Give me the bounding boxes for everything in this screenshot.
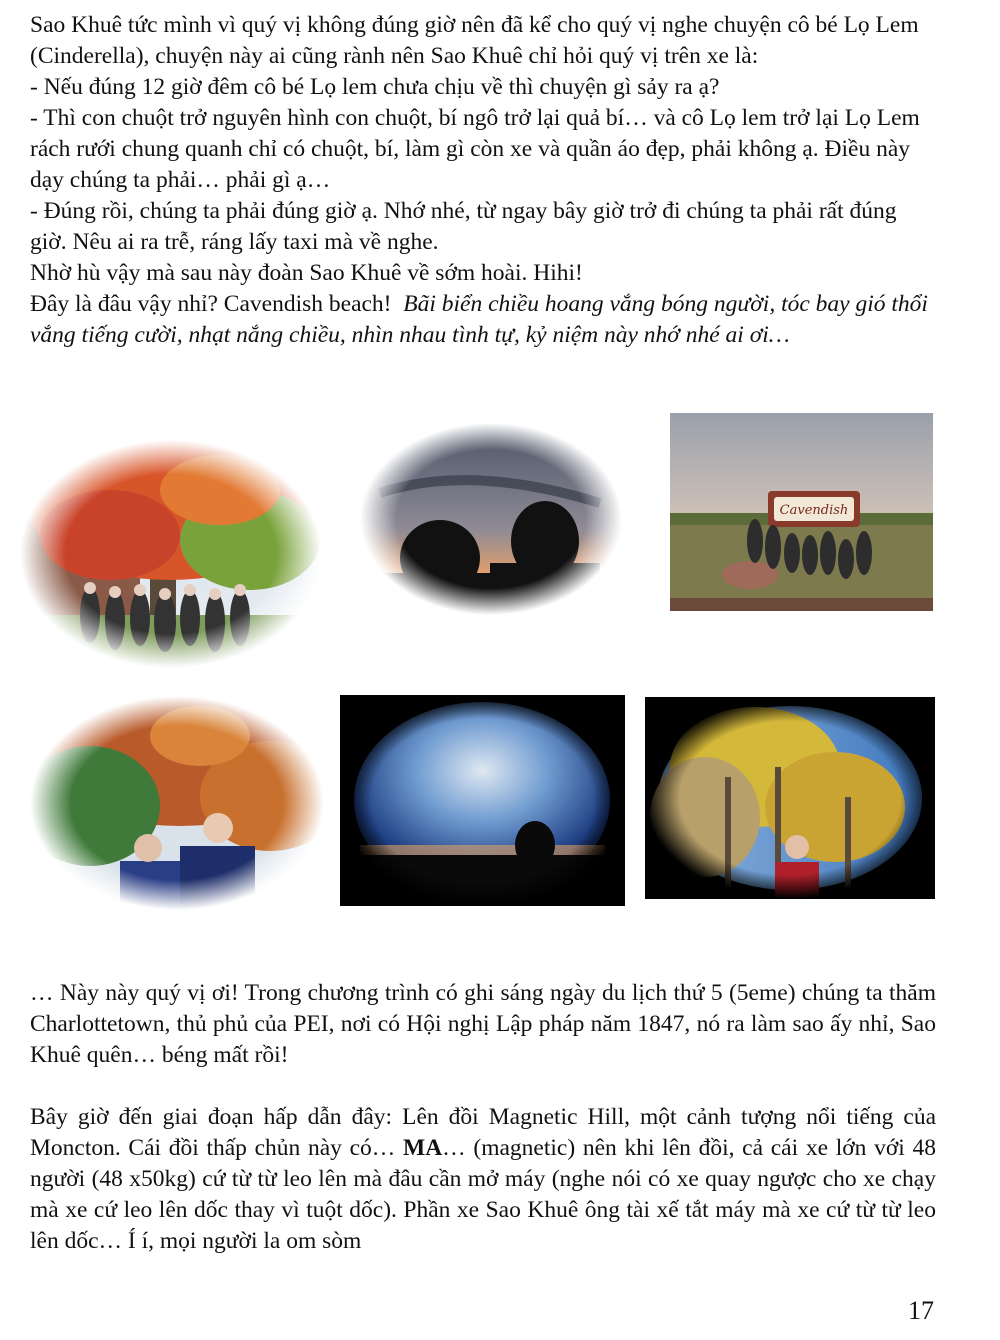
intro-text — [30, 10, 936, 351]
beach-poem-text: Bãi biển chiều hoang vắng bóng người, tóc bay gió thổi vắng tiếng cười, nhạt nắng chiều, nhìn nhau tình tự, kỷ niệm này nhớ nhé ai ơi… — [30, 291, 928, 348]
cavendish-sign-text: Cavendish — [779, 503, 849, 518]
intro-line: - Nếu đúng 12 giờ đêm cô bé Lọ lem chưa chịu về thì chuyện gì sảy ra ạ? — [30, 74, 720, 100]
intro-line: - Đúng rồi, chúng ta phải đúng giờ ạ. Nhớ nhé, từ ngay bây giờ trở đi chúng ta phải rất đúng giờ. Nêu ai ra trễ, ráng lấy taxi mà về nghe. — [30, 198, 897, 255]
woman-yellow-trees-photo — [645, 697, 935, 899]
magnetic-text-part-b: … (magnetic) nên khi lên đồi, cả cái xe lớn với 48 người (48 x50kg) cứ từ từ leo lên mà đâu cần mở máy (nghe nói có xe quay ngược cho xe chạy mà xe cứ leo lên dốc thay vì tuột dốc). Phần xe Sao Khuê ông tài xế tắt máy mà xe cứ từ từ leo lên dốc… Í í, mọi người la om sòm — [30, 1135, 936, 1254]
magnetic-bold-ma: MA — [403, 1135, 443, 1161]
group-under-autumn-tree-photo — [20, 440, 322, 668]
intro-line: Nhờ hù vậy mà sau này đoàn Sao Khuê về sớm hoài. Hihi! — [30, 260, 583, 286]
group-at-cavendish-sign-photo — [670, 413, 933, 611]
page-number: 17 — [908, 1296, 934, 1325]
magnetic-hill-text — [30, 1102, 936, 1257]
beach-plain-text: Đây là đâu vậy nhỉ? Cavendish beach! — [30, 291, 392, 317]
silhouette-blue-sky-photo — [340, 695, 625, 906]
couple-silhouette-sunset-photo — [360, 423, 622, 615]
beach-line — [30, 289, 936, 351]
charlottetown-paragraph — [30, 978, 936, 1071]
intro-line: Sao Khuê tức mình vì quý vị không đúng giờ nên đã kể cho quý vị nghe chuyện cô bé Lọ Lem (Cinderella), chuyện này ai cũng rành nên Sao Khuê chỉ hỏi quý vị trên xe là: — [30, 12, 919, 69]
magnetic-text-part-a: Bây giờ đến giai đoạn hấp dẫn đây: Lên đồi Magnetic Hill, một cảnh tượng nổi tiếng của Moncton. Cái đồi thấp chủn này có… — [30, 1104, 936, 1161]
couple-autumn-trees-photo — [30, 696, 324, 910]
magnetic-hill-paragraph — [30, 1102, 936, 1257]
charlottetown-text: … Này này quý vị ơi! Trong chương trình có ghi sáng ngày du lịch thứ 5 (5eme) chúng ta thăm Charlottetown, thủ phủ của PEI, nơi có Hội nghị Lập pháp năm 1847, nó ra làm sao ấy nhỉ, Sao Khuê quên… béng mất rồi! — [30, 980, 936, 1068]
intro-line: - Thì con chuột trở nguyên hình con chuột, bí ngô trở lại quả bí… và cô Lọ lem trở lại Lọ Lem rách rưới chung quanh chỉ có chuột, bí, làm gì còn xe và quần áo đẹp, phải không ạ. Điều này dạy chúng ta phải… phải gì ạ… — [30, 105, 920, 193]
